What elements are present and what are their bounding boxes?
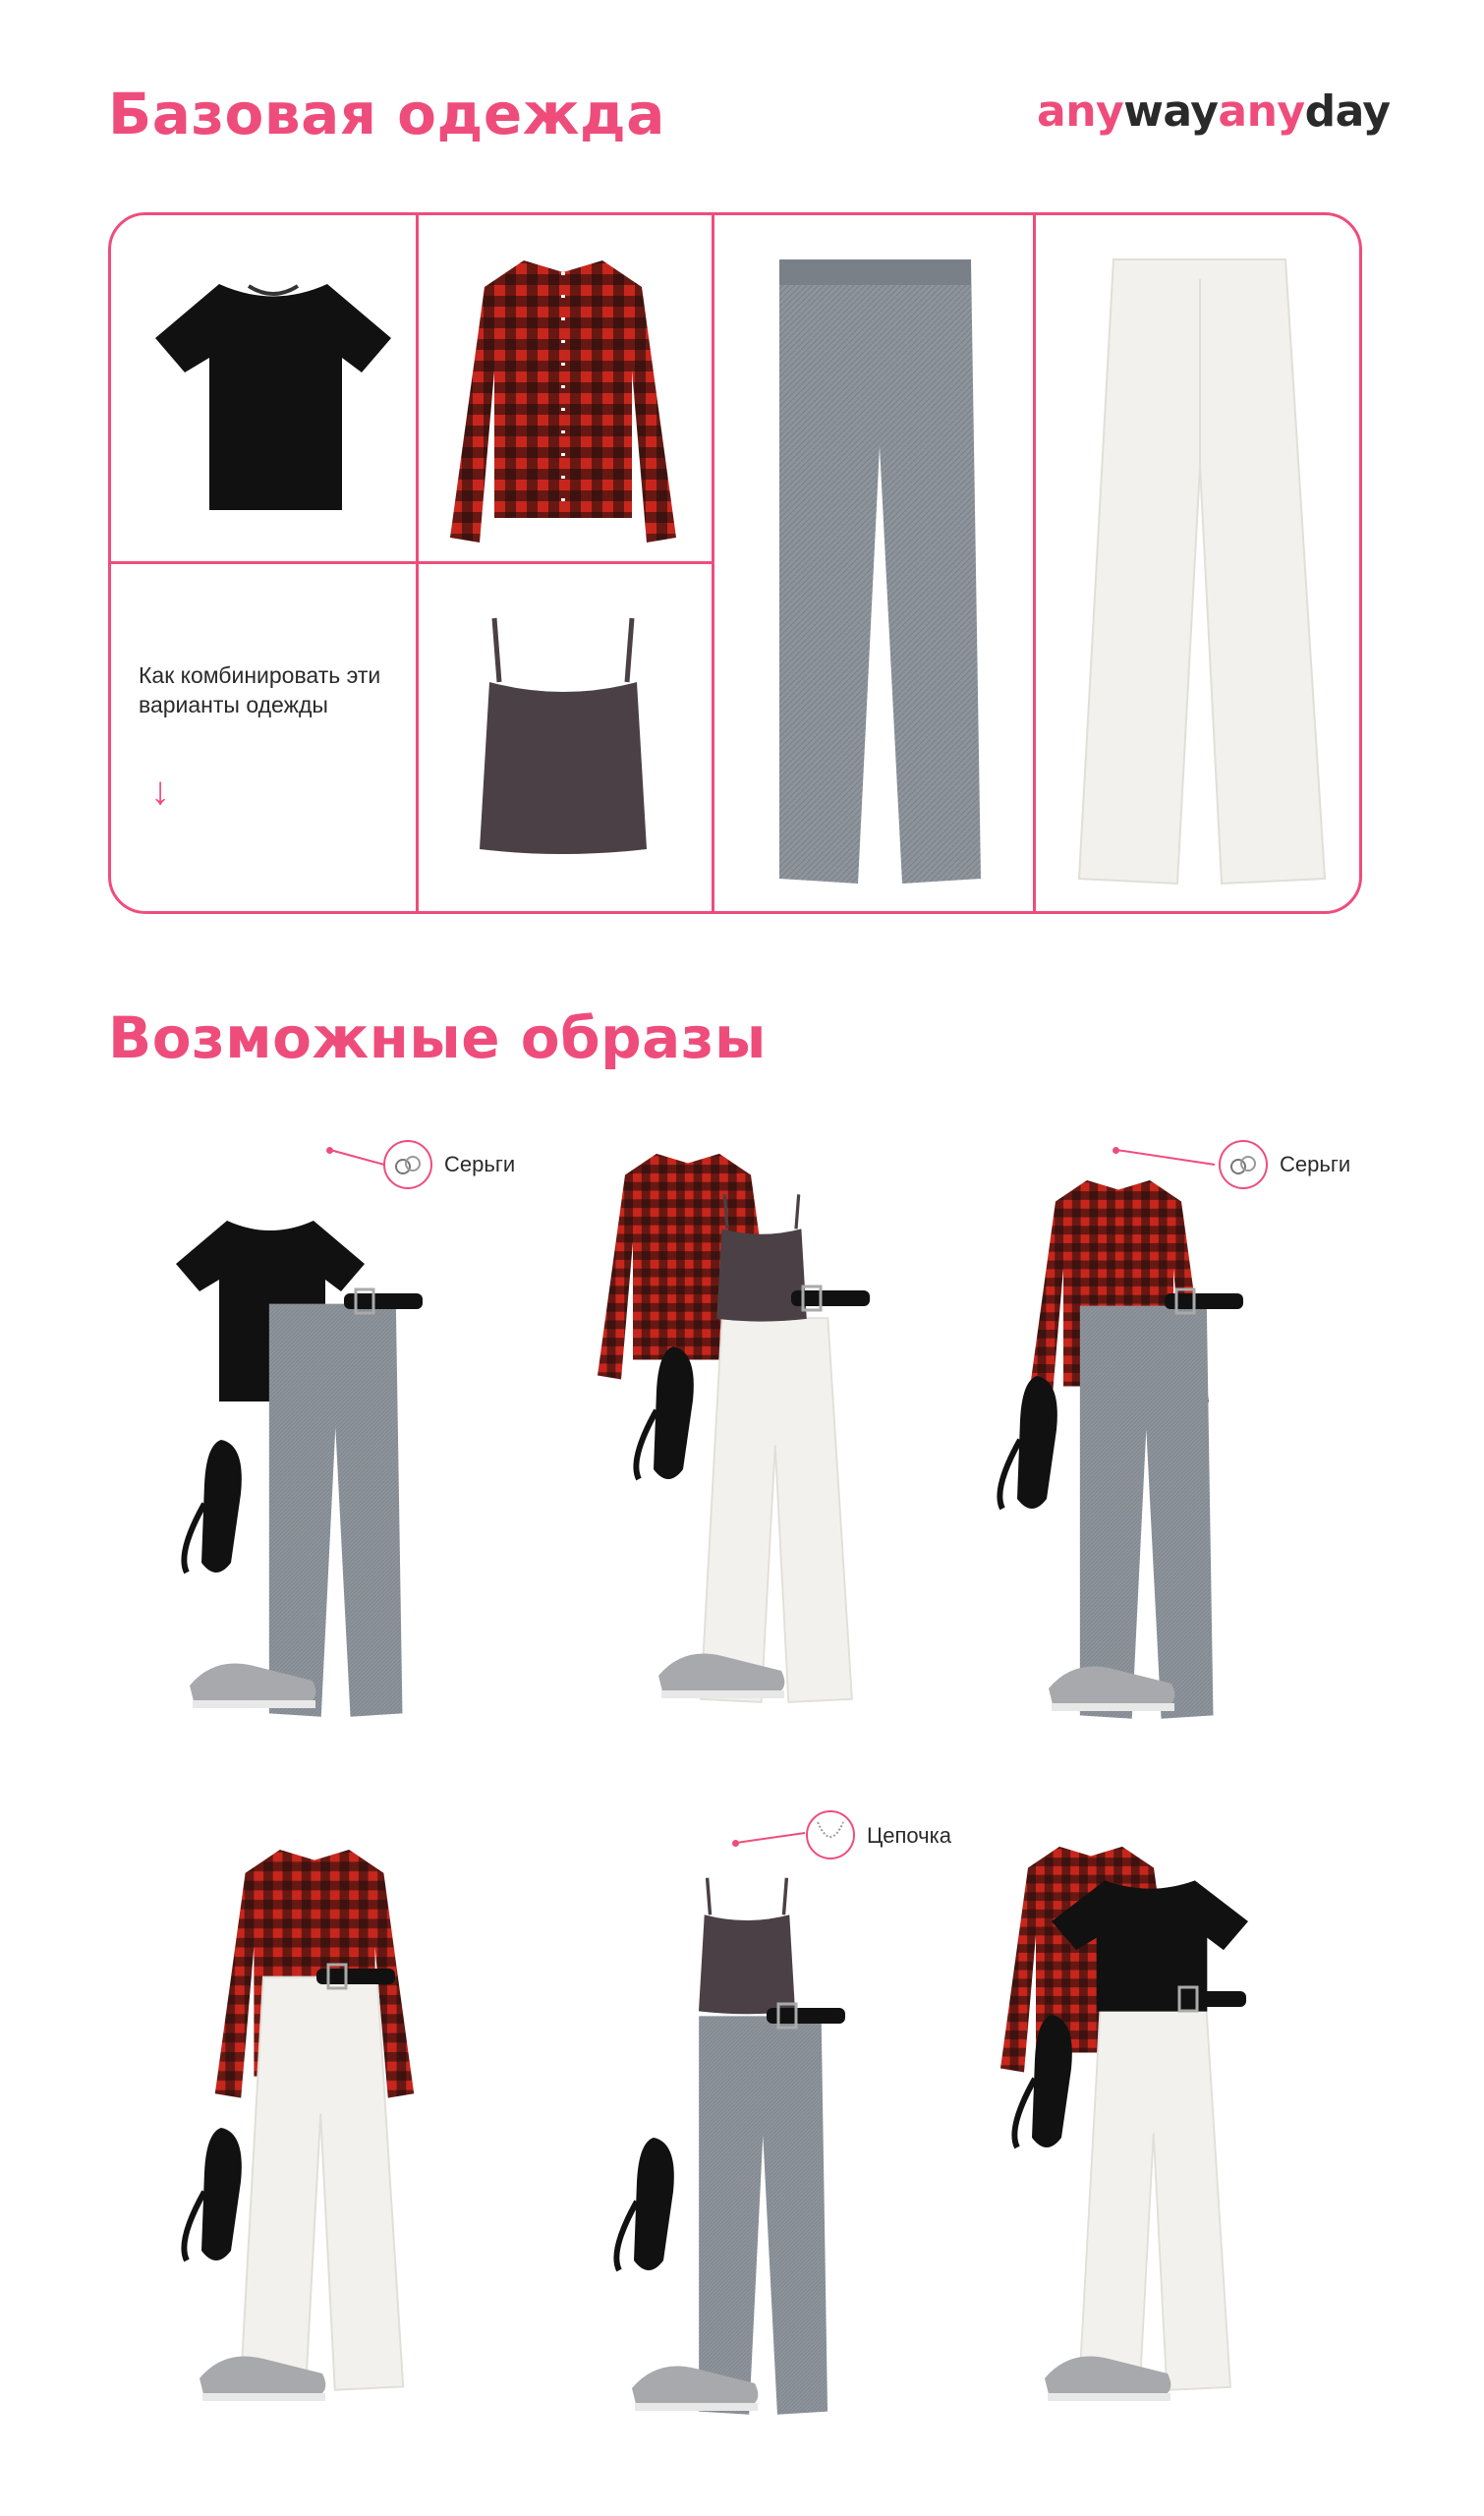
necklace-label: Цепочка bbox=[867, 1823, 951, 1848]
look-4 bbox=[167, 1818, 491, 2437]
look-2 bbox=[590, 1130, 914, 1749]
belt-image bbox=[316, 1961, 395, 1992]
sling-bag-image bbox=[609, 2133, 688, 2280]
sling-bag-image bbox=[177, 1435, 256, 1582]
sling-bag-image bbox=[629, 1342, 708, 1489]
page-title-basics: Базовая одежда bbox=[108, 81, 665, 147]
sneakers-image bbox=[654, 1636, 791, 1705]
red-plaid-shirt-image bbox=[440, 253, 686, 547]
belt-image bbox=[1165, 1286, 1243, 1317]
sneakers-image bbox=[195, 2339, 332, 2408]
arrow-down-icon: ↓ bbox=[150, 770, 170, 813]
earrings-label: Серьги bbox=[444, 1152, 516, 1176]
belt-image bbox=[1168, 1983, 1246, 2015]
belt-image bbox=[344, 1286, 423, 1317]
brand-logo[interactable] bbox=[1037, 86, 1391, 137]
sling-bag-image bbox=[1007, 2010, 1086, 2157]
necklace-icon bbox=[806, 1810, 855, 1859]
white-trousers-image bbox=[236, 1971, 408, 2393]
look-6 bbox=[993, 1818, 1346, 2437]
logo-part-4: day bbox=[1304, 86, 1391, 137]
earrings-label: Серьги bbox=[1280, 1152, 1351, 1176]
logo-part-1: any bbox=[1037, 86, 1124, 137]
black-tshirt-image bbox=[150, 264, 396, 520]
combine-hint-text: Как комбинировать эти варианты одежды bbox=[139, 662, 381, 717]
look-3 bbox=[993, 1130, 1351, 1749]
sneakers-image bbox=[1040, 2339, 1177, 2408]
look-1 bbox=[167, 1130, 516, 1749]
sneakers-image bbox=[1044, 1649, 1181, 1718]
earrings-icon bbox=[1219, 1140, 1268, 1189]
sling-bag-image bbox=[993, 1371, 1071, 1518]
basics-grid bbox=[108, 212, 1362, 914]
white-trousers-image bbox=[1076, 1995, 1233, 2398]
page-title-looks: Возможные образы bbox=[108, 1004, 767, 1071]
belt-image bbox=[767, 2000, 845, 2031]
sneakers-image bbox=[185, 1646, 322, 1715]
white-trousers-image bbox=[1074, 250, 1330, 888]
logo-part-3: any bbox=[1218, 86, 1305, 137]
sneakers-image bbox=[627, 2349, 765, 2418]
sling-bag-image bbox=[177, 2123, 256, 2270]
look-5 bbox=[590, 1789, 951, 2437]
earrings-icon bbox=[383, 1140, 432, 1189]
gray-crop-top-image bbox=[455, 608, 671, 864]
logo-part-2: way bbox=[1123, 86, 1219, 137]
gray-crop-top-image bbox=[683, 1872, 811, 2020]
belt-image bbox=[791, 1283, 870, 1314]
gray-jeans-image bbox=[760, 250, 996, 888]
